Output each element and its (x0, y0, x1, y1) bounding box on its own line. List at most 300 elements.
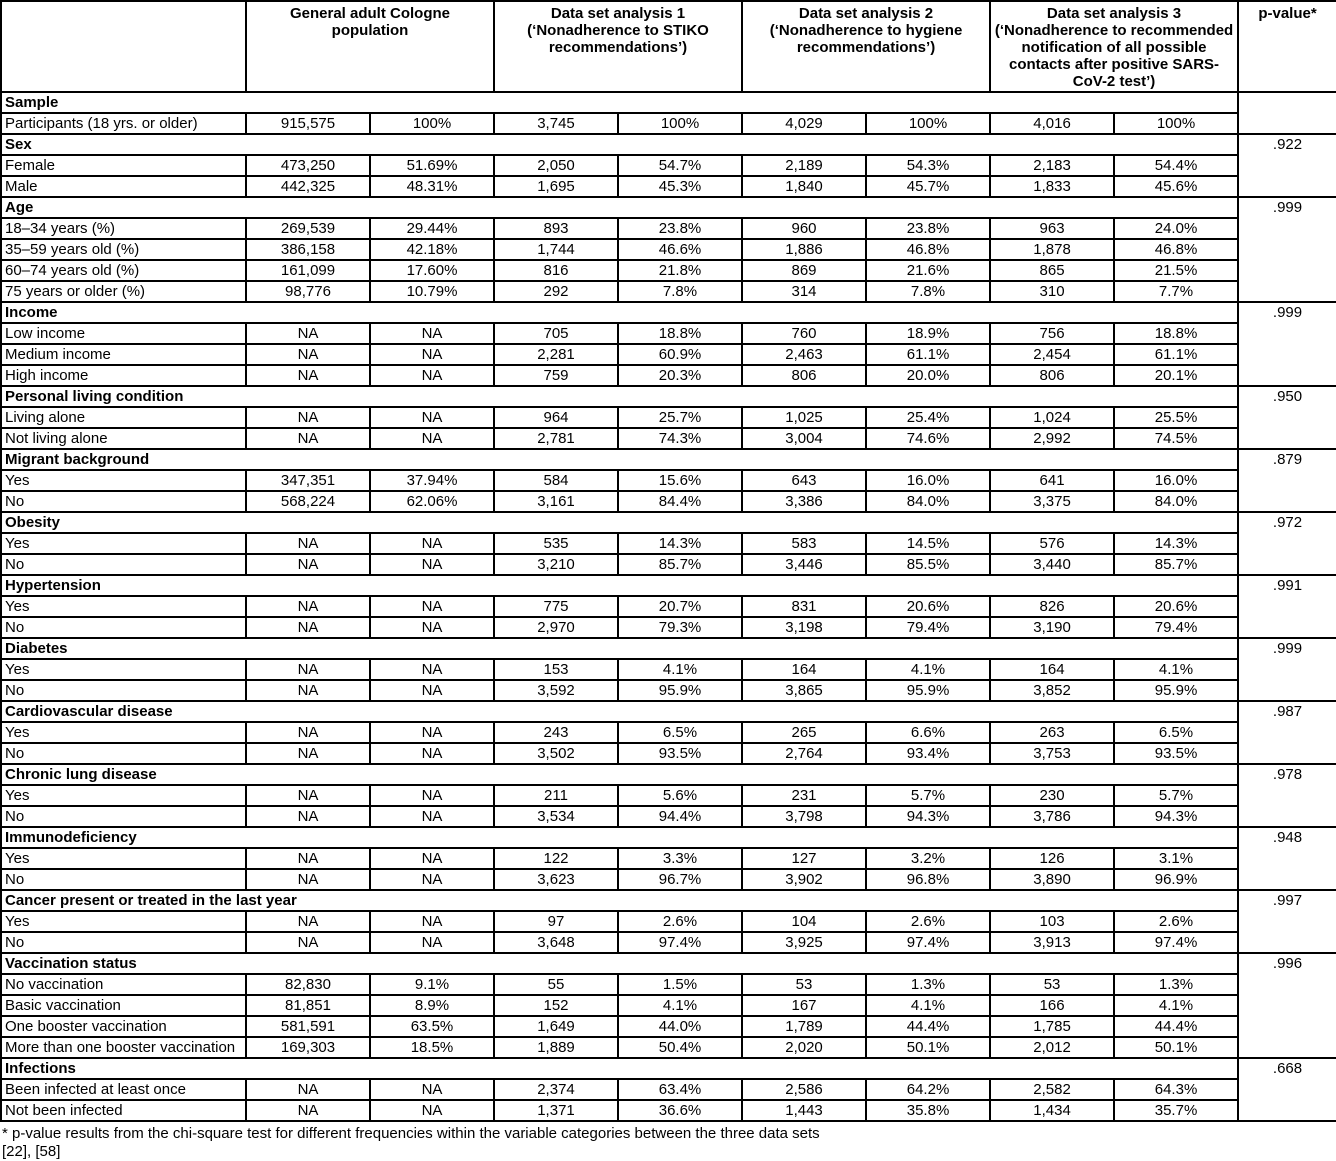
table-body (1, 92, 1336, 1121)
data-row (1, 974, 1336, 995)
cell-value: 1,789 (742, 1016, 866, 1037)
cell-value: 98,776 (246, 281, 370, 302)
cell-value: NA (246, 533, 370, 554)
cell-value: 152 (494, 995, 618, 1016)
data-row (1, 239, 1336, 260)
cell-value: 84.4% (618, 491, 742, 512)
table-header-row (1, 1, 1336, 92)
p-value-cell: .948 (1238, 827, 1336, 890)
cell-value: 1,833 (990, 176, 1114, 197)
cell-value: 37.94% (370, 470, 494, 491)
cell-value: 641 (990, 470, 1114, 491)
cell-value: 21.6% (866, 260, 990, 281)
cell-value: 94.4% (618, 806, 742, 827)
cell-value: 3,198 (742, 617, 866, 638)
cell-value: 2,586 (742, 1079, 866, 1100)
row-label: Yes (1, 596, 246, 617)
cell-value: 3.1% (1114, 848, 1238, 869)
cell-value: 6.5% (618, 722, 742, 743)
data-row (1, 596, 1336, 617)
row-label: More than one booster vaccination (1, 1037, 246, 1058)
section-header-row (1, 302, 1336, 323)
row-label: Male (1, 176, 246, 197)
cell-value: 1.5% (618, 974, 742, 995)
cell-value: NA (370, 1100, 494, 1121)
cell-value: NA (370, 848, 494, 869)
cell-value: 74.3% (618, 428, 742, 449)
cell-value: 50.1% (1114, 1037, 1238, 1058)
data-row (1, 785, 1336, 806)
data-row (1, 155, 1336, 176)
cell-value: 4.1% (618, 995, 742, 1016)
cell-value: 4.1% (866, 659, 990, 680)
cell-value: 583 (742, 533, 866, 554)
cell-value: 2,374 (494, 1079, 618, 1100)
row-label: Not living alone (1, 428, 246, 449)
row-label: No (1, 554, 246, 575)
cell-value: 314 (742, 281, 866, 302)
data-row (1, 995, 1336, 1016)
cell-value: 231 (742, 785, 866, 806)
cell-value: 100% (370, 113, 494, 134)
cell-value: 20.6% (866, 596, 990, 617)
cell-value: NA (370, 554, 494, 575)
cell-value: NA (246, 911, 370, 932)
row-label: No (1, 680, 246, 701)
row-label: Yes (1, 848, 246, 869)
section-header-row (1, 638, 1336, 659)
cell-value: 3,865 (742, 680, 866, 701)
cell-value: 3,852 (990, 680, 1114, 701)
cell-value: NA (246, 1100, 370, 1121)
cell-value: 263 (990, 722, 1114, 743)
cell-value: NA (246, 722, 370, 743)
footnote-line-1: * p-value results from the chi-square test for different frequencies within the variable categories between the three data sets (2, 1125, 820, 1142)
row-label: 75 years or older (%) (1, 281, 246, 302)
cell-value: NA (246, 932, 370, 953)
cell-value: 568,224 (246, 491, 370, 512)
row-label: No (1, 806, 246, 827)
cell-value: 243 (494, 722, 618, 743)
cell-value: 74.6% (866, 428, 990, 449)
row-label: Yes (1, 785, 246, 806)
cell-value: 576 (990, 533, 1114, 554)
row-label: Living alone (1, 407, 246, 428)
cell-value: 3,161 (494, 491, 618, 512)
section-title: Vaccination status (1, 953, 1238, 974)
cell-value: 79.4% (866, 617, 990, 638)
cell-value: 2.6% (618, 911, 742, 932)
cell-value: 473,250 (246, 155, 370, 176)
cell-value: 963 (990, 218, 1114, 239)
cell-value: 97.4% (618, 932, 742, 953)
cell-value: 2,189 (742, 155, 866, 176)
cell-value: 25.5% (1114, 407, 1238, 428)
cell-value: 3,375 (990, 491, 1114, 512)
cell-value: 84.0% (866, 491, 990, 512)
cell-value: 20.7% (618, 596, 742, 617)
cell-value: 6.5% (1114, 722, 1238, 743)
row-label: Yes (1, 533, 246, 554)
data-row (1, 1037, 1336, 1058)
row-label: No (1, 869, 246, 890)
cell-value: NA (370, 932, 494, 953)
cell-value: 20.6% (1114, 596, 1238, 617)
data-row (1, 176, 1336, 197)
cell-value: NA (246, 848, 370, 869)
cell-value: 29.44% (370, 218, 494, 239)
cell-value: 61.1% (866, 344, 990, 365)
cell-value: 100% (1114, 113, 1238, 134)
cell-value: 79.3% (618, 617, 742, 638)
cell-value: 584 (494, 470, 618, 491)
cell-value: 6.6% (866, 722, 990, 743)
cell-value: NA (246, 596, 370, 617)
cell-value: 3,745 (494, 113, 618, 134)
cell-value: 79.4% (1114, 617, 1238, 638)
section-title: Migrant background (1, 449, 1238, 470)
section-title: Immunodeficiency (1, 827, 1238, 848)
cell-value: 2,970 (494, 617, 618, 638)
p-value-header: p-value* (1238, 1, 1336, 92)
cell-value: NA (370, 911, 494, 932)
cell-value: 211 (494, 785, 618, 806)
cell-value: 81,851 (246, 995, 370, 1016)
section-header-row (1, 575, 1336, 596)
footnote (0, 1122, 1336, 1161)
cell-value: 169,303 (246, 1037, 370, 1058)
data-row (1, 365, 1336, 386)
cell-value: 4.1% (618, 659, 742, 680)
cell-value: 1,443 (742, 1100, 866, 1121)
cell-value: NA (246, 323, 370, 344)
cell-value: 960 (742, 218, 866, 239)
row-label: No (1, 932, 246, 953)
row-label: Female (1, 155, 246, 176)
cell-value: 4.1% (866, 995, 990, 1016)
cell-value: 95.9% (866, 680, 990, 701)
cell-value: 1,024 (990, 407, 1114, 428)
row-label: Low income (1, 323, 246, 344)
cell-value: 347,351 (246, 470, 370, 491)
cell-value: 3,890 (990, 869, 1114, 890)
cell-value: 816 (494, 260, 618, 281)
row-label: Yes (1, 470, 246, 491)
cell-value: 53 (990, 974, 1114, 995)
cell-value: 760 (742, 323, 866, 344)
data-row (1, 491, 1336, 512)
data-row (1, 869, 1336, 890)
cell-value: 269,539 (246, 218, 370, 239)
cell-value: 93.5% (1114, 743, 1238, 764)
cell-value: 82,830 (246, 974, 370, 995)
data-row (1, 932, 1336, 953)
cell-value: 2,764 (742, 743, 866, 764)
cell-value: 775 (494, 596, 618, 617)
cell-value: 64.2% (866, 1079, 990, 1100)
cell-value: 94.3% (1114, 806, 1238, 827)
cell-value: NA (370, 596, 494, 617)
cell-value: 1,889 (494, 1037, 618, 1058)
cell-value: 17.60% (370, 260, 494, 281)
data-row (1, 407, 1336, 428)
cell-value: 1,878 (990, 239, 1114, 260)
cell-value: 96.7% (618, 869, 742, 890)
cell-value: 705 (494, 323, 618, 344)
data-row (1, 659, 1336, 680)
cell-value: 5.7% (866, 785, 990, 806)
row-label: Yes (1, 722, 246, 743)
cell-value: 18.8% (618, 323, 742, 344)
cell-value: 7.7% (1114, 281, 1238, 302)
section-title: Chronic lung disease (1, 764, 1238, 785)
cell-value: 62.06% (370, 491, 494, 512)
row-label: 35–59 years old (%) (1, 239, 246, 260)
cell-value: 2,781 (494, 428, 618, 449)
cell-value: 35.8% (866, 1100, 990, 1121)
cell-value: 3,004 (742, 428, 866, 449)
cell-value: 3,190 (990, 617, 1114, 638)
cell-value: 25.7% (618, 407, 742, 428)
cell-value: 2,582 (990, 1079, 1114, 1100)
cell-value: 61.1% (1114, 344, 1238, 365)
cell-value: NA (370, 722, 494, 743)
data-row (1, 533, 1336, 554)
data-row (1, 911, 1336, 932)
cell-value: 3.3% (618, 848, 742, 869)
cell-value: 643 (742, 470, 866, 491)
cell-value: 1,785 (990, 1016, 1114, 1037)
cell-value: 153 (494, 659, 618, 680)
cell-value: NA (246, 806, 370, 827)
cell-value: 46.8% (1114, 239, 1238, 260)
row-label: 60–74 years old (%) (1, 260, 246, 281)
cell-value: 21.5% (1114, 260, 1238, 281)
p-value-cell: .999 (1238, 197, 1336, 302)
cell-value: 23.8% (866, 218, 990, 239)
cell-value: 104 (742, 911, 866, 932)
cell-value: 2.6% (866, 911, 990, 932)
cell-value: 2,463 (742, 344, 866, 365)
p-value-cell: .922 (1238, 134, 1336, 197)
cell-value: 84.0% (1114, 491, 1238, 512)
cell-value: 63.5% (370, 1016, 494, 1037)
cell-value: 869 (742, 260, 866, 281)
data-row (1, 323, 1336, 344)
cell-value: 74.5% (1114, 428, 1238, 449)
cell-value: 100% (866, 113, 990, 134)
section-header-row (1, 134, 1336, 155)
cell-value: 3,446 (742, 554, 866, 575)
cell-value: 386,158 (246, 239, 370, 260)
row-label: No (1, 617, 246, 638)
section-title: Sex (1, 134, 1238, 155)
data-row (1, 113, 1336, 134)
data-row (1, 1100, 1336, 1121)
cell-value: 16.0% (1114, 470, 1238, 491)
cell-value: 93.4% (866, 743, 990, 764)
cell-value: 806 (990, 365, 1114, 386)
cell-value: 3,902 (742, 869, 866, 890)
data-row (1, 218, 1336, 239)
cell-value: 18.9% (866, 323, 990, 344)
cell-value: 85.7% (1114, 554, 1238, 575)
cell-value: 60.9% (618, 344, 742, 365)
cell-value: 9.1% (370, 974, 494, 995)
row-label: Not been infected (1, 1100, 246, 1121)
cell-value: 3,786 (990, 806, 1114, 827)
cell-value: 51.69% (370, 155, 494, 176)
cell-value: 21.8% (618, 260, 742, 281)
cell-value: 7.8% (866, 281, 990, 302)
cell-value: 3,798 (742, 806, 866, 827)
cell-value: 915,575 (246, 113, 370, 134)
section-title: Cardiovascular disease (1, 701, 1238, 722)
p-value-cell: .668 (1238, 1058, 1336, 1121)
cell-value: NA (370, 806, 494, 827)
cell-value: NA (370, 428, 494, 449)
cell-value: NA (246, 365, 370, 386)
cell-value: 55 (494, 974, 618, 995)
cell-value: NA (246, 428, 370, 449)
data-row (1, 260, 1336, 281)
cell-value: 44.4% (1114, 1016, 1238, 1037)
cell-value: 44.0% (618, 1016, 742, 1037)
cell-value: 96.9% (1114, 869, 1238, 890)
row-label-header (1, 1, 246, 92)
cell-value: 164 (742, 659, 866, 680)
cell-value: 100% (618, 113, 742, 134)
cell-value: 2,454 (990, 344, 1114, 365)
cell-value: 45.7% (866, 176, 990, 197)
cell-value: 54.7% (618, 155, 742, 176)
row-label: Basic vaccination (1, 995, 246, 1016)
cell-value: 95.9% (1114, 680, 1238, 701)
footnote-line-2: [22], [58] (2, 1143, 61, 1160)
cell-value: 97 (494, 911, 618, 932)
cell-value: 46.8% (866, 239, 990, 260)
data-row (1, 680, 1336, 701)
p-value-cell: .950 (1238, 386, 1336, 449)
cell-value: 20.1% (1114, 365, 1238, 386)
cell-value: 535 (494, 533, 618, 554)
cell-value: 893 (494, 218, 618, 239)
section-title: Income (1, 302, 1238, 323)
cell-value: 1,434 (990, 1100, 1114, 1121)
cell-value: 15.6% (618, 470, 742, 491)
p-value-cell: .972 (1238, 512, 1336, 575)
cell-value: NA (246, 869, 370, 890)
cell-value: 53 (742, 974, 866, 995)
data-row (1, 617, 1336, 638)
section-title: Age (1, 197, 1238, 218)
cell-value: 167 (742, 995, 866, 1016)
cell-value: 581,591 (246, 1016, 370, 1037)
p-value-cell: .996 (1238, 953, 1336, 1058)
data-row (1, 470, 1336, 491)
cell-value: 1,695 (494, 176, 618, 197)
cell-value: NA (246, 554, 370, 575)
cell-value: 14.3% (618, 533, 742, 554)
cell-value: 122 (494, 848, 618, 869)
cell-value: 2,050 (494, 155, 618, 176)
cell-value: 1.3% (866, 974, 990, 995)
cell-value: 2.6% (1114, 911, 1238, 932)
section-title: Obesity (1, 512, 1238, 533)
p-value-cell: .999 (1238, 302, 1336, 386)
cell-value: 14.5% (866, 533, 990, 554)
cell-value: 756 (990, 323, 1114, 344)
cell-value: NA (370, 533, 494, 554)
section-header-row (1, 512, 1336, 533)
section-header-row (1, 953, 1336, 974)
cell-value: NA (370, 743, 494, 764)
cell-value: 44.4% (866, 1016, 990, 1037)
cell-value: 36.6% (618, 1100, 742, 1121)
cell-value: 164 (990, 659, 1114, 680)
cell-value: NA (370, 785, 494, 806)
cell-value: 161,099 (246, 260, 370, 281)
row-label: Yes (1, 911, 246, 932)
cell-value: 4,016 (990, 113, 1114, 134)
cell-value: 1,649 (494, 1016, 618, 1037)
cell-value: 831 (742, 596, 866, 617)
section-header-row (1, 764, 1336, 785)
cell-value: NA (246, 680, 370, 701)
cell-value: 2,183 (990, 155, 1114, 176)
cell-value: NA (370, 617, 494, 638)
cell-value: 3,592 (494, 680, 618, 701)
row-label: Yes (1, 659, 246, 680)
data-row (1, 743, 1336, 764)
cell-value: 3,648 (494, 932, 618, 953)
section-header-row (1, 449, 1336, 470)
cell-value: 865 (990, 260, 1114, 281)
cell-value: 3,440 (990, 554, 1114, 575)
data-row (1, 554, 1336, 575)
cell-value: 1,025 (742, 407, 866, 428)
cell-value: 1,886 (742, 239, 866, 260)
cell-value: 16.0% (866, 470, 990, 491)
data-row (1, 428, 1336, 449)
cell-value: 24.0% (1114, 218, 1238, 239)
cell-value: 806 (742, 365, 866, 386)
cell-value: 3,913 (990, 932, 1114, 953)
section-header-row (1, 92, 1336, 113)
row-label: 18–34 years (%) (1, 218, 246, 239)
cell-value: 3,534 (494, 806, 618, 827)
cell-value: 1,371 (494, 1100, 618, 1121)
cell-value: 230 (990, 785, 1114, 806)
cell-value: 310 (990, 281, 1114, 302)
cell-value: 4.1% (1114, 659, 1238, 680)
data-row (1, 281, 1336, 302)
cell-value: 759 (494, 365, 618, 386)
cell-value: 25.4% (866, 407, 990, 428)
cell-value: 96.8% (866, 869, 990, 890)
cell-value: 45.3% (618, 176, 742, 197)
cell-value: NA (246, 659, 370, 680)
cell-value: 1,840 (742, 176, 866, 197)
row-label: Participants (18 yrs. or older) (1, 113, 246, 134)
cell-value: 54.3% (866, 155, 990, 176)
cell-value: 46.6% (618, 239, 742, 260)
section-title: Infections (1, 1058, 1238, 1079)
cell-value: NA (370, 407, 494, 428)
cell-value: 20.3% (618, 365, 742, 386)
cell-value: 103 (990, 911, 1114, 932)
section-header-row (1, 890, 1336, 911)
